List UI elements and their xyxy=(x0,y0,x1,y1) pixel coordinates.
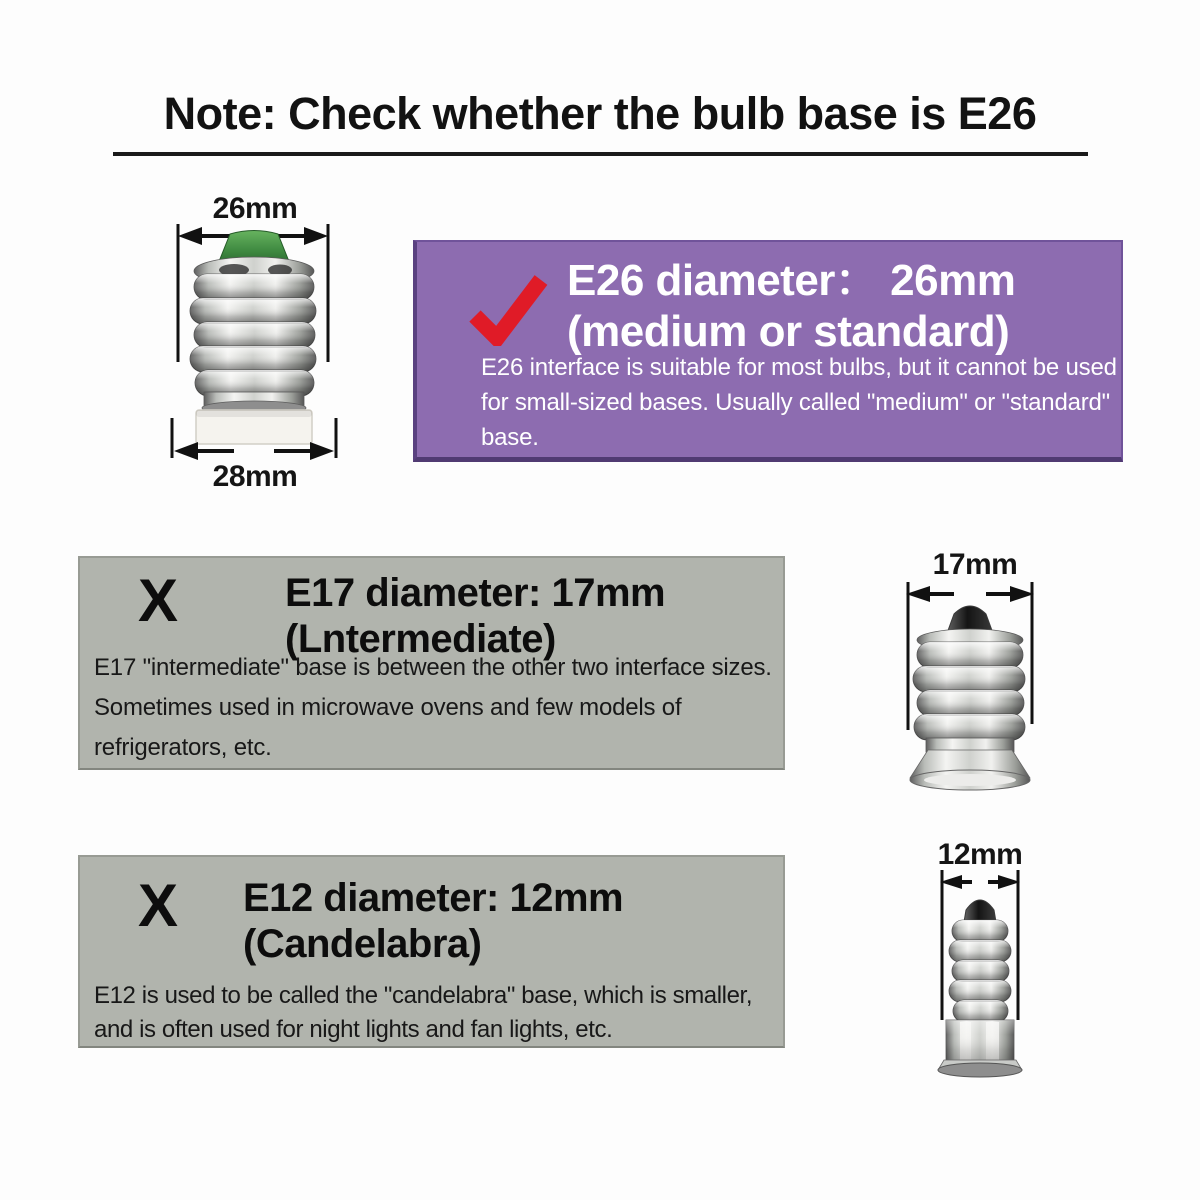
page-title: Note: Check whether the bulb base is E26 xyxy=(163,88,1037,139)
e26-bottom-dimension-label: 28mm xyxy=(212,460,298,493)
x-mark-icon-e12: X xyxy=(138,872,179,939)
e26-description: E26 interface is suitable for most bulbs, but it cannot be used for small-sized bases. Usually called "medium" or "standard" base. xyxy=(481,354,1117,451)
e12-info-panel xyxy=(78,855,785,1048)
e12-dimension-label: 12mm xyxy=(937,838,1023,871)
e17-bulb-image xyxy=(888,580,1062,810)
e12-heading-line2: (Candelabra) xyxy=(243,922,482,966)
e26-top-dimension-label: 26mm xyxy=(212,192,298,225)
e17-heading-line1: E17 diameter: 17mm xyxy=(285,571,666,615)
e26-heading-line2: (medium or standard) xyxy=(567,306,1010,356)
checkmark-icon xyxy=(465,274,549,346)
e17-description: E17 "intermediate" base is between the other two interface sizes. Sometimes used in microwave ovens and few models of refrigerators, etc. xyxy=(94,654,772,761)
e17-heading-line2: (Lntermediate) xyxy=(285,617,556,661)
e17-bulb-figure xyxy=(888,548,1062,810)
e26-bulb-figure xyxy=(138,192,372,492)
x-mark-icon-e17: X xyxy=(138,567,179,634)
e26-bulb-image xyxy=(138,222,372,460)
e17-info-panel xyxy=(78,556,785,770)
e26-heading-line1: E26 diameter： 26mm xyxy=(567,256,1016,305)
e12-heading xyxy=(243,875,623,967)
e12-bulb-figure xyxy=(908,838,1052,1078)
e17-dimension-label: 17mm xyxy=(932,548,1018,581)
e26-heading xyxy=(567,256,1015,357)
e12-description: E12 is used to be called the "candelabra" base, which is smaller, and is often used for night lights and fan lights, etc. xyxy=(94,982,753,1043)
e12-bulb-image xyxy=(908,868,1052,1078)
title-underline xyxy=(113,152,1088,156)
e26-info-panel xyxy=(413,240,1123,462)
e12-heading-line1: E12 diameter: 12mm xyxy=(243,876,624,920)
